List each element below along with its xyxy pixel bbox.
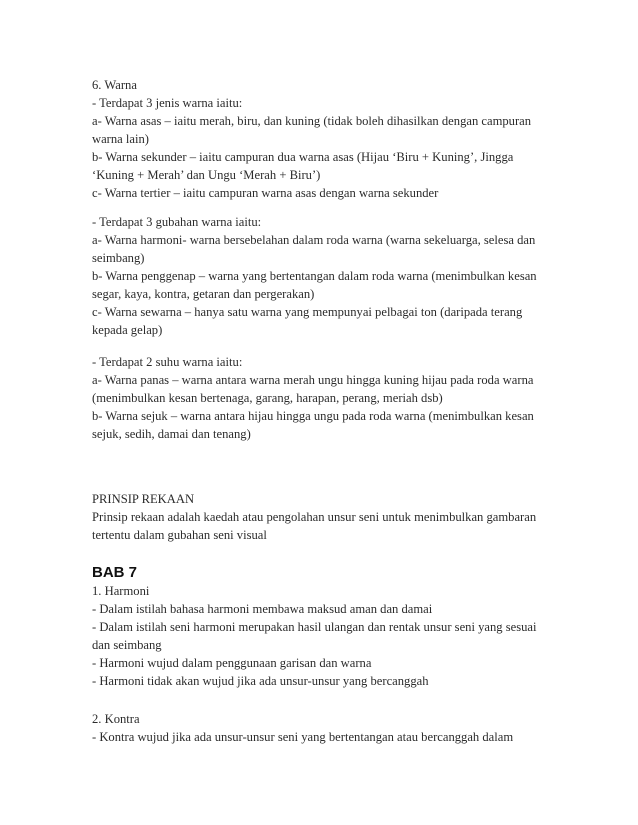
section-kontra (92, 710, 552, 746)
text-line: warna lain) (92, 132, 149, 146)
heading-warna: 6. Warna (92, 78, 137, 92)
text-line: seimbang) (92, 251, 145, 265)
text-line: - Harmoni tidak akan wujud jika ada unsur-unsur yang bercanggah (92, 674, 429, 688)
section-prinsip-rekaan (92, 490, 552, 544)
section-gubahan (92, 213, 552, 339)
text-line: - Terdapat 2 suhu warna iaitu: (92, 355, 243, 369)
section-warna (92, 76, 552, 202)
text-line: c- Warna tertier – iaitu campuran warna asas dengan warna sekunder (92, 186, 439, 200)
text-line: b- Warna sekunder – iaitu campuran dua warna asas (Hijau ‘Biru + Kuning’, Jingga (92, 150, 514, 164)
text-line: - Terdapat 3 gubahan warna iaitu: (92, 215, 262, 229)
heading-harmoni: 1. Harmoni (92, 584, 150, 598)
text-line: b- Warna sejuk – warna antara hijau hingga ungu pada roda warna (menimbulkan kesan (92, 409, 534, 423)
text-line: c- Warna sewarna – hanya satu warna yang mempunyai pelbagai ton (daripada terang (92, 305, 523, 319)
heading-kontra: 2. Kontra (92, 712, 140, 726)
text-line: dan seimbang (92, 638, 162, 652)
section-suhu (92, 353, 552, 443)
heading-prinsip-rekaan: PRINSIP REKAAN (92, 492, 195, 506)
text-line: ‘Kuning + Merah’ dan Ungu ‘Merah + Biru’) (92, 168, 321, 182)
section-harmoni (92, 564, 552, 690)
text-line: Prinsip rekaan adalah kaedah atau pengolahan unsur seni untuk menimbulkan gambaran (92, 510, 537, 524)
text-line: kepada gelap) (92, 323, 163, 337)
text-line: - Terdapat 3 jenis warna iaitu: (92, 96, 243, 110)
text-line: - Dalam istilah bahasa harmoni membawa maksud aman dan damai (92, 602, 433, 616)
text-line: a- Warna panas – warna antara warna merah ungu hingga kuning hijau pada roda warna (92, 373, 534, 387)
text-line: segar, kaya, kontra, getaran dan pergerakan) (92, 287, 315, 301)
chapter-heading: BAB 7 (92, 564, 138, 581)
text-line: - Kontra wujud jika ada unsur-unsur seni yang bertentangan atau bercanggah dalam (92, 730, 514, 744)
text-line: sejuk, sedih, damai dan tenang) (92, 427, 251, 441)
text-line: - Harmoni wujud dalam penggunaan garisan dan warna (92, 656, 372, 670)
text-line: - Dalam istilah seni harmoni merupakan hasil ulangan dan rentak unsur seni yang sesuai (92, 620, 537, 634)
text-line: b- Warna penggenap – warna yang bertentangan dalam roda warna (menimbulkan kesan (92, 269, 537, 283)
text-line: a- Warna asas – iaitu merah, biru, dan kuning (tidak boleh dihasilkan dengan campuran (92, 114, 532, 128)
text-line: tertentu dalam gubahan seni visual (92, 528, 267, 542)
text-line: (menimbulkan kesan bertenaga, garang, harapan, perang, meriah dsb) (92, 391, 443, 405)
text-line: a- Warna harmoni- warna bersebelahan dalam roda warna (warna sekeluarga, selesa dan (92, 233, 536, 247)
